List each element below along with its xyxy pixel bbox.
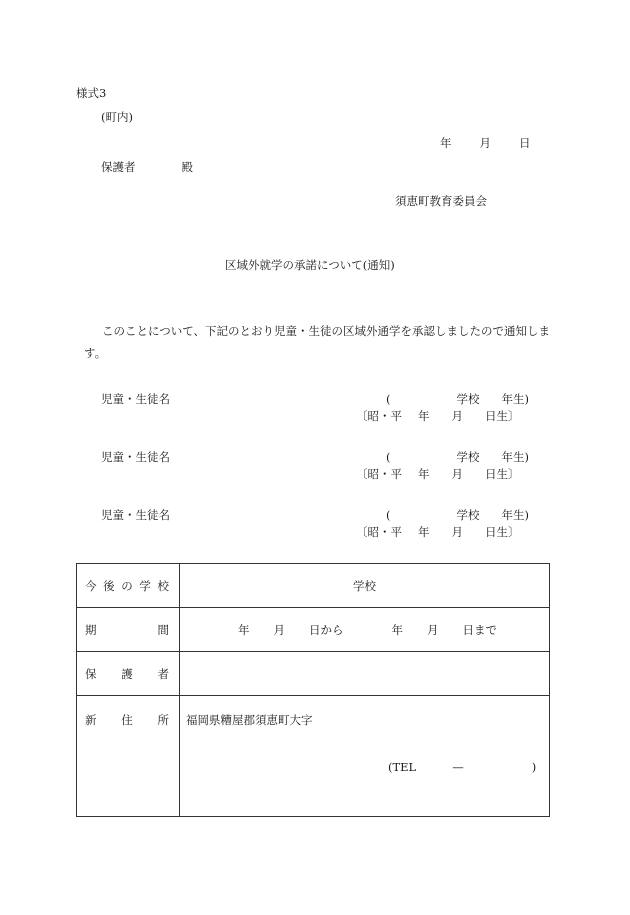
future-school-row: [77, 564, 550, 608]
student-entry: [0, 508, 630, 548]
date-day-label: 日: [519, 136, 531, 150]
label-char: 保: [85, 666, 97, 681]
birth-day-label: 日生〕: [485, 525, 520, 539]
period-to-month: 月: [427, 622, 439, 637]
birth-month-label: 月: [451, 467, 463, 481]
body-text: このことについて、下記のとおり児童・生徒の区域外通学を承認しましたので通知します。: [84, 324, 551, 360]
school-label: 学校: [456, 392, 480, 406]
label-char: の: [121, 578, 133, 593]
period-to-year: 年: [391, 622, 403, 637]
student-school-line[interactable]: [386, 450, 529, 464]
label-char: 今: [85, 578, 97, 593]
label-char: 護: [121, 666, 133, 681]
student-entry: [0, 450, 630, 490]
student-birth-line[interactable]: [356, 409, 520, 423]
era-label: 〔昭・平: [356, 467, 402, 481]
birth-day-label: 日生〕: [485, 409, 520, 423]
period-label: [77, 608, 180, 652]
label-char: 住: [121, 713, 133, 727]
period-from-year: 年: [238, 622, 250, 637]
era-label: 〔昭・平: [356, 525, 402, 539]
student-school-line[interactable]: [386, 392, 529, 406]
birth-day-label: 日生〕: [485, 467, 520, 481]
guardian-value[interactable]: [180, 652, 550, 696]
date-month-label: 月: [479, 136, 491, 150]
label-char: 期: [85, 622, 97, 637]
guardian-addressee: [101, 160, 193, 174]
guardian-row: [77, 652, 550, 696]
date-year-label: 年: [440, 136, 452, 150]
info-table: [76, 563, 550, 817]
label-char: 新: [85, 713, 97, 727]
guardian-table-label: [77, 652, 180, 696]
birth-month-label: 月: [451, 409, 463, 423]
label-char: 後: [103, 578, 115, 593]
honorific-label: 殿: [181, 160, 193, 174]
era-label: 〔昭・平: [356, 409, 402, 423]
tel-dash: —: [452, 760, 464, 774]
date-line: [440, 136, 531, 150]
grade-label: 年生): [501, 392, 529, 406]
address-prefix: 福岡県糟屋郡須恵町大字: [186, 713, 313, 727]
birth-year-label: 年: [418, 467, 430, 481]
paren-open: (: [386, 508, 391, 522]
student-entry: [0, 392, 630, 432]
birth-year-label: 年: [418, 525, 430, 539]
period-row: [77, 608, 550, 652]
label-char: 学: [139, 578, 151, 593]
paren-open: (: [386, 392, 391, 406]
issuer-name: 須恵町教育委員会: [395, 194, 487, 208]
document-title: 区域外就学の承諾について(通知): [225, 258, 395, 272]
tel-close: ): [531, 760, 537, 774]
period-from-month: 月: [273, 622, 285, 637]
future-school-label: [77, 564, 180, 608]
label-char: 間: [157, 622, 169, 637]
tel-open: (TEL: [388, 760, 417, 774]
new-address-value[interactable]: [180, 696, 550, 817]
student-birth-line[interactable]: [356, 467, 520, 481]
period-from-day: 日から: [309, 622, 344, 637]
school-label: 学校: [456, 450, 480, 464]
school-label: 学校: [456, 508, 480, 522]
label-char: 所: [157, 713, 169, 727]
student-name-label: 児童・生徒名: [101, 450, 170, 464]
period-to-day: 日まで: [462, 622, 497, 637]
grade-label: 年生): [501, 508, 529, 522]
new-address-row: [77, 696, 550, 817]
student-birth-line[interactable]: [356, 525, 520, 539]
label-char: 校: [157, 578, 169, 593]
future-school-value[interactable]: 学校: [180, 564, 550, 608]
birth-month-label: 月: [451, 525, 463, 539]
new-address-label: [77, 696, 180, 817]
guardian-label: 保護者: [101, 160, 136, 174]
label-char: 者: [157, 666, 169, 681]
paren-open: (: [386, 450, 391, 464]
grade-label: 年生): [501, 450, 529, 464]
student-name-label: 児童・生徒名: [101, 508, 170, 522]
tel-line: [388, 760, 536, 774]
birth-year-label: 年: [418, 409, 430, 423]
student-school-line[interactable]: [386, 508, 529, 522]
form-number: 様式3: [76, 86, 107, 100]
student-name-label: 児童・生徒名: [101, 392, 170, 406]
town-label: (町内): [101, 110, 133, 124]
period-value[interactable]: [180, 608, 550, 652]
